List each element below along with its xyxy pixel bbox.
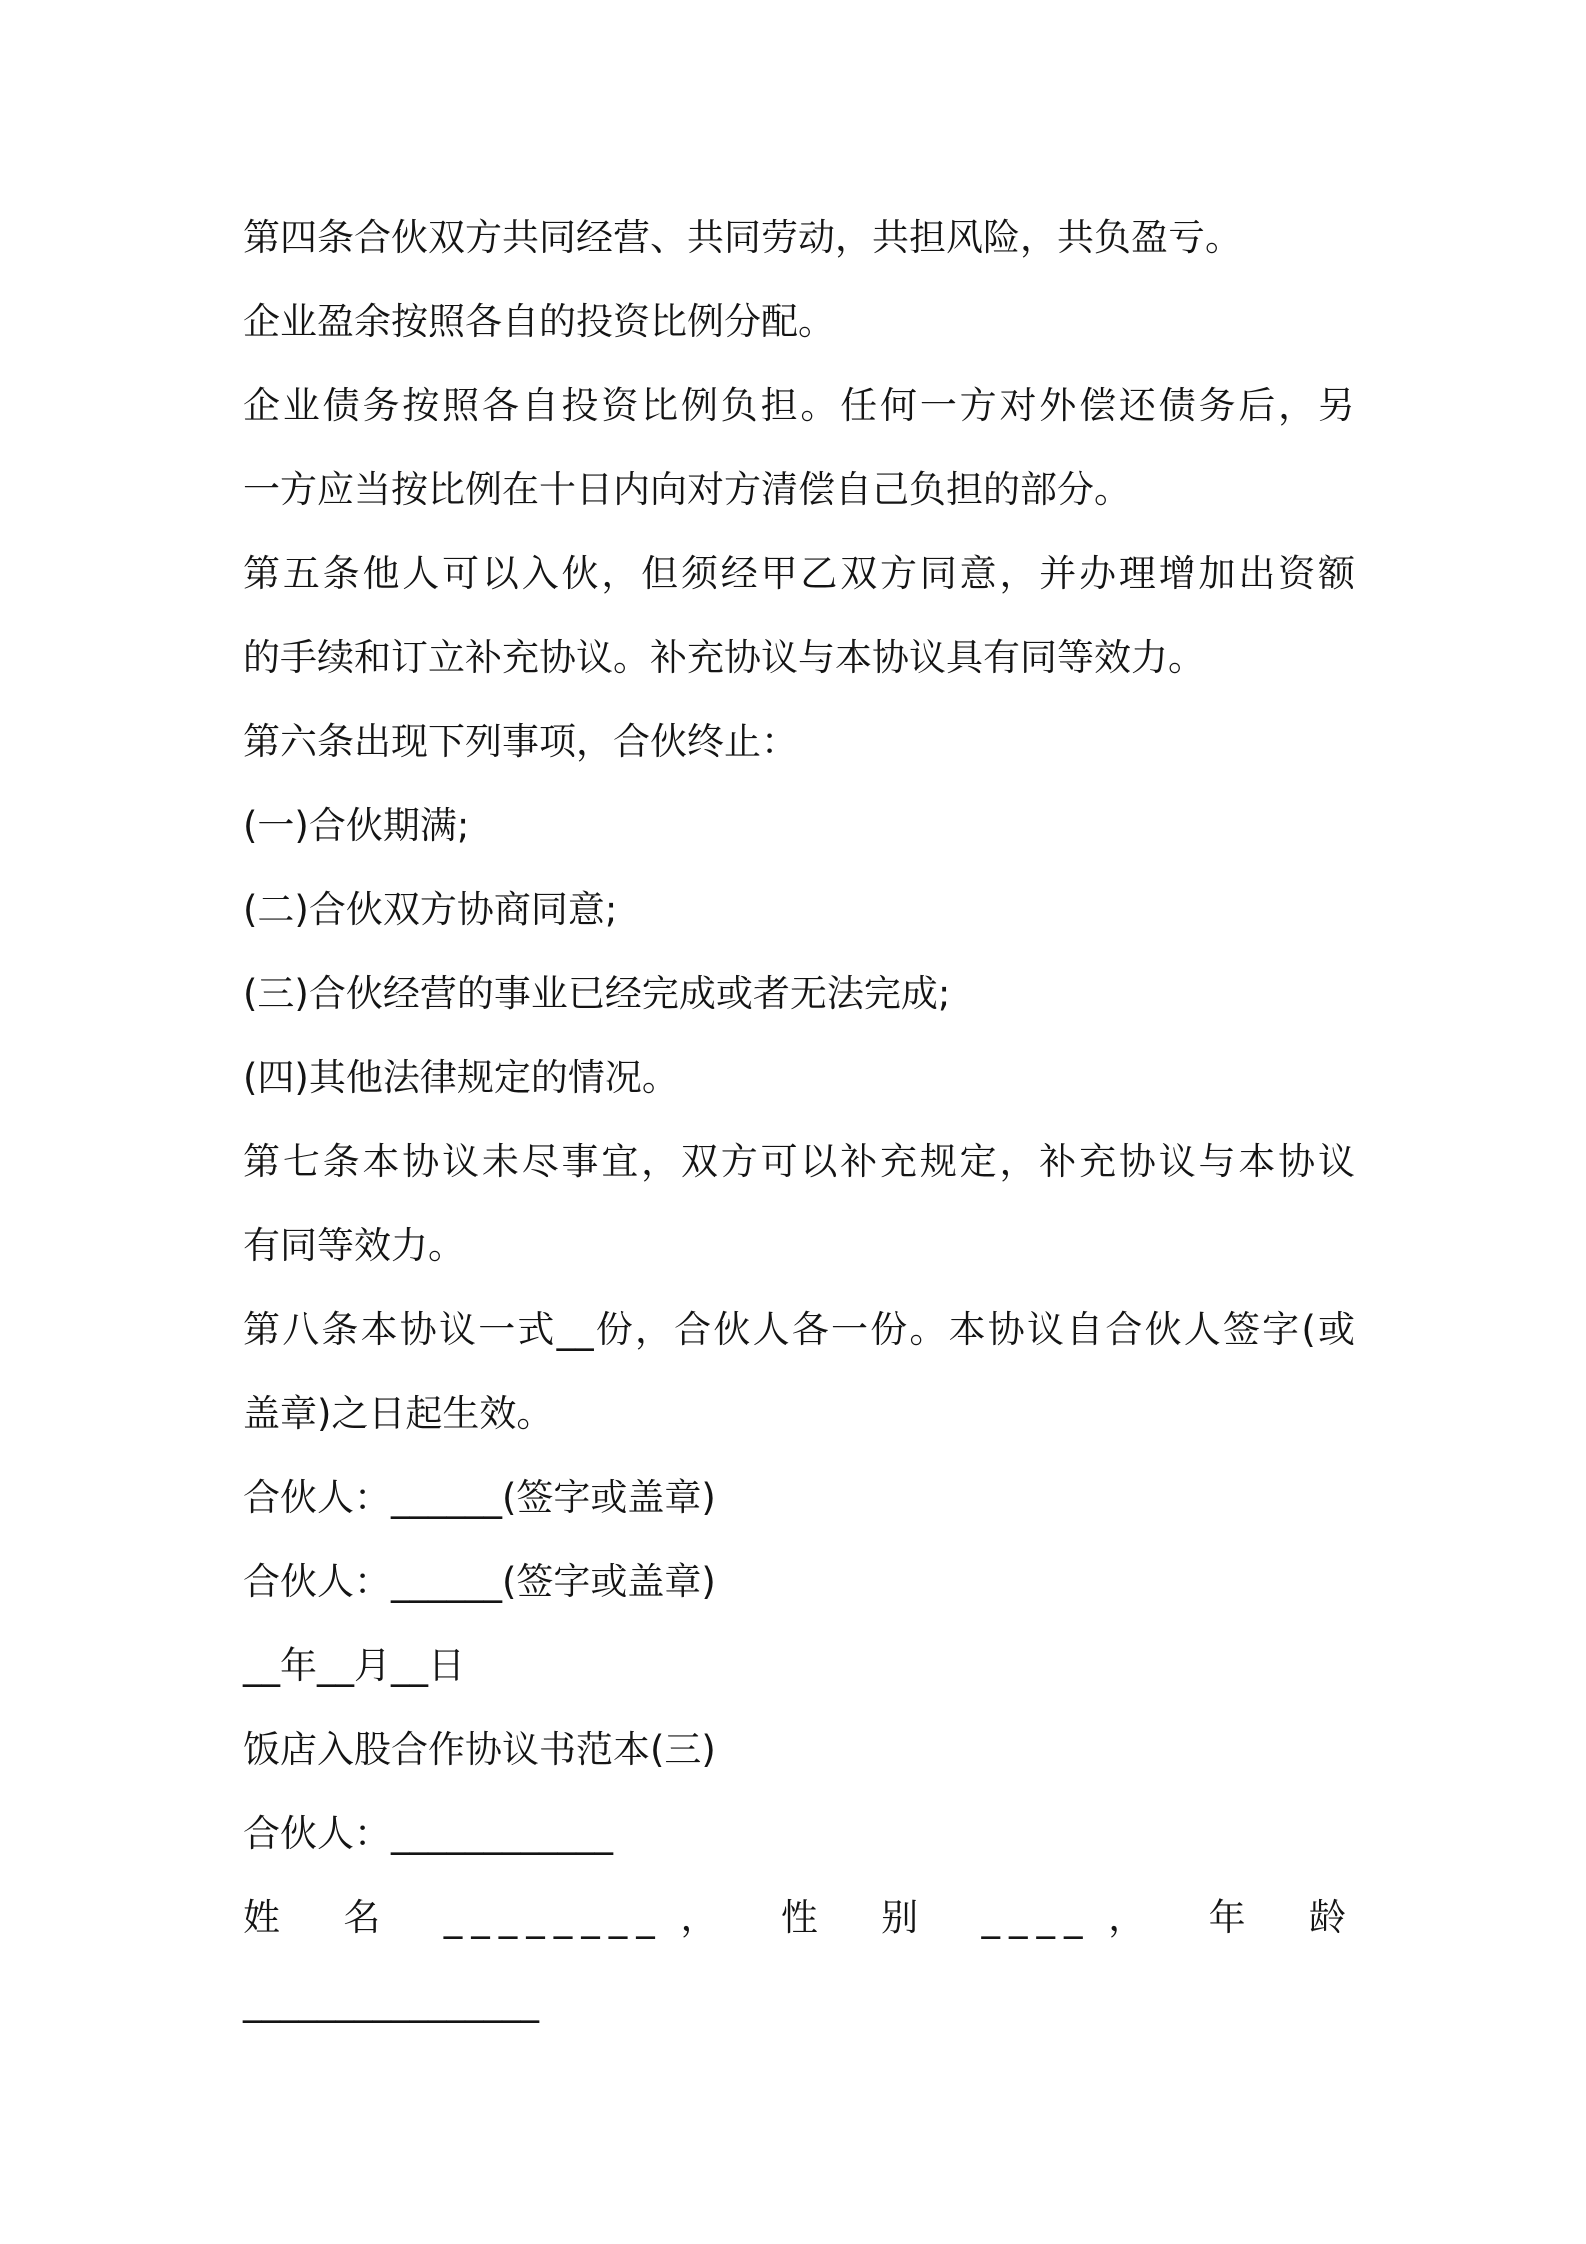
address-blank-line: ________________: [243, 1980, 539, 2023]
article-8-line: 第八条本协议一式__份，合伙人各一份。本协议自合伙人签字(或: [243, 1308, 1355, 1351]
article-7-line-cont: 有同等效力。: [243, 1224, 465, 1267]
partner-signature-1: 合伙人：______(签字或盖章): [243, 1476, 716, 1519]
partner-info-line: 姓 名 ________， 性 别 ____， 年 龄: [243, 1896, 1355, 1939]
profit-distribution-line: 企业盈余按照各自的投资比例分配。: [243, 300, 835, 343]
article-7-line: 第七条本协议未尽事宜，双方可以补充规定，补充协议与本协议: [243, 1140, 1355, 1183]
article-8-line-cont: 盖章)之日起生效。: [243, 1392, 554, 1435]
termination-item-4: (四)其他法律规定的情况。: [243, 1056, 679, 1099]
article-4-line: 第四条合伙双方共同经营、共同劳动，共担风险，共负盈亏。: [243, 216, 1242, 259]
date-line: __年__月__日: [243, 1644, 465, 1687]
article-5-line-cont: 的手续和订立补充协议。补充协议与本协议具有同等效力。: [243, 636, 1205, 679]
document-body: [243, 196, 1355, 2044]
partner-signature-2: 合伙人：______(签字或盖章): [243, 1560, 716, 1603]
termination-item-3: (三)合伙经营的事业已经完成或者无法完成;: [243, 972, 951, 1015]
article-5-line: 第五条他人可以入伙，但须经甲乙双方同意，并办理增加出资额: [243, 552, 1355, 595]
section-title: 饭店入股合作协议书范本(三): [243, 1728, 716, 1771]
termination-item-1: (一)合伙期满;: [243, 804, 470, 847]
partner-field: 合伙人：____________: [243, 1812, 613, 1855]
article-6-line: 第六条出现下列事项，合伙终止：: [243, 720, 798, 763]
termination-item-2: (二)合伙双方协商同意;: [243, 888, 618, 931]
debt-allocation-line-cont: 一方应当按比例在十日内向对方清偿自己负担的部分。: [243, 468, 1131, 511]
debt-allocation-line: 企业债务按照各自投资比例负担。任何一方对外偿还债务后，另: [243, 384, 1355, 427]
